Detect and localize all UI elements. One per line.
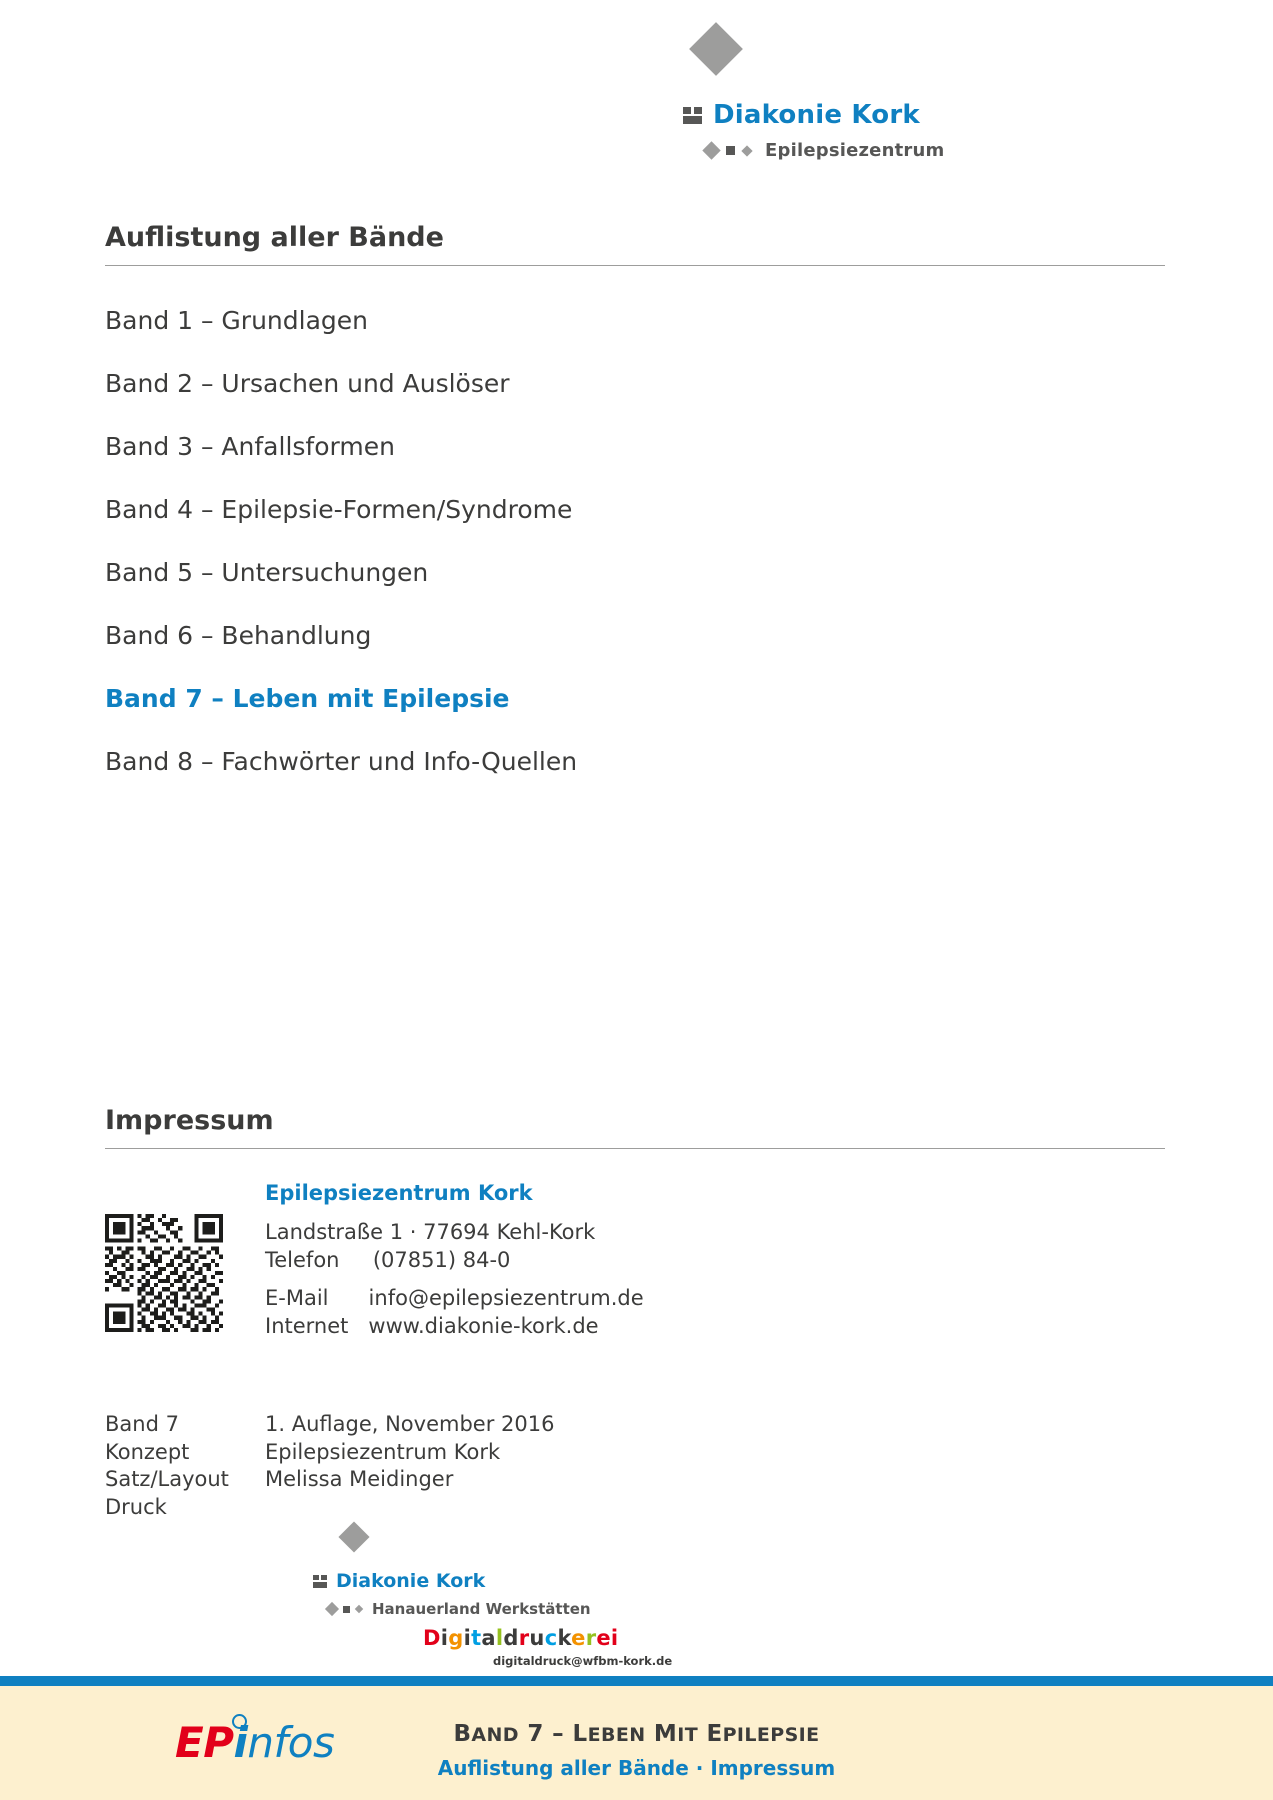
list-item-current: Band 7 – Leben mit Epilepsie	[105, 684, 510, 713]
band-list-section	[105, 222, 1165, 812]
footer-title-epilepsie: PILEPSIE	[722, 1724, 820, 1746]
band-list-title: Auflistung aller Bände	[105, 222, 1165, 266]
list-item: Band 3 – Anfallsformen	[105, 432, 395, 461]
footer-subtitle: Auflistung aller Bände · Impressum	[437, 1756, 836, 1780]
square-small-icon	[726, 146, 735, 155]
credits-label-band: Band 7	[105, 1412, 179, 1436]
spacer	[265, 1275, 644, 1285]
band-list	[105, 308, 1165, 774]
credits-value-auflage: 1. Auflage, November 2016	[265, 1412, 555, 1436]
header-brand-label: Diakonie Kork	[713, 100, 920, 130]
address-line: Landstraße 1 · 77694 Kehl-Kork	[265, 1220, 596, 1244]
phone-line: Telefon (07851) 84-0	[265, 1247, 511, 1272]
footer-title	[0, 1721, 1273, 1747]
credits-value-konzept: Epilepsiezentrum Kork	[265, 1439, 501, 1464]
footer-title-e: E	[698, 1721, 723, 1747]
printer-subbrand-label: Hanauerland Werkstätten	[372, 1600, 591, 1618]
internet-line: Internet www.diakonie-kork.de	[265, 1313, 599, 1338]
list-item: Band 5 – Untersuchungen	[105, 558, 429, 587]
list-item: Band 8 – Fachwörter und Info-Quellen	[105, 747, 578, 776]
footer-title-band: AND	[471, 1724, 519, 1746]
impressum-title: Impressum	[105, 1105, 1165, 1149]
diakonie-mark-icon	[313, 1575, 328, 1588]
footer-title-leben: EBEN	[587, 1724, 646, 1746]
diamond-xsmall-icon	[741, 145, 752, 156]
list-item: Band 6 – Behandlung	[105, 621, 372, 650]
printer-email: digitaldruck@wfbm-kork.de	[493, 1654, 673, 1668]
printer-logo-primary	[313, 1570, 485, 1592]
organisation-name: Epilepsiezentrum Kork	[265, 1181, 533, 1205]
header-logo-secondary	[705, 140, 944, 161]
credits-value-satz: Melissa Meidinger	[265, 1467, 454, 1492]
impressum-section	[105, 1105, 1165, 1668]
list-item: Band 1 – Grundlagen	[105, 306, 369, 335]
diakonie-mark-icon	[683, 107, 703, 124]
list-item: Band 4 – Epilepsie-Formen/Syndrome	[105, 495, 573, 524]
address-block	[265, 1181, 644, 1341]
diamond-small-icon	[325, 1602, 339, 1616]
footer-title-num: 7 –	[518, 1721, 573, 1747]
header-logo	[683, 22, 983, 162]
printer-logo-secondary	[327, 1600, 591, 1618]
footer-title-mit: IT	[677, 1724, 699, 1746]
credits-label-konzept: Konzept	[105, 1439, 190, 1464]
qr-code-icon	[105, 1214, 223, 1332]
epinfos-logo-epi: EP	[175, 1718, 234, 1767]
impressum-body	[105, 1181, 1165, 1668]
header-logo-primary	[683, 100, 920, 130]
email-line: E-Mail info@epilepsiezentrum.de	[265, 1285, 644, 1310]
credits-values	[265, 1411, 554, 1494]
footer-accent-bar	[0, 1676, 1273, 1686]
footer-title-l: L	[572, 1721, 588, 1747]
credits-label-druck: Druck	[105, 1495, 167, 1520]
page-footer	[0, 1676, 1273, 1800]
list-item: Band 2 – Ursachen und Auslöser	[105, 369, 510, 398]
diamond-small-icon	[702, 141, 720, 159]
credits-labels	[105, 1411, 229, 1522]
credits-label-satz: Satz/Layout	[105, 1467, 229, 1492]
printer-brand-label: Diakonie Kork	[336, 1570, 486, 1592]
diamond-icon	[338, 1521, 369, 1552]
diamond-xsmall-icon	[355, 1605, 363, 1613]
digitaldruckerei-wordmark: Digitaldruckerei	[423, 1626, 619, 1650]
epinfos-logo-rest: nfos	[247, 1718, 335, 1767]
square-small-icon	[343, 1606, 350, 1613]
epinfos-logo-i: i	[233, 1718, 248, 1767]
diamond-icon	[689, 22, 743, 76]
footer-title-b: B	[453, 1721, 472, 1747]
header-subbrand-label: Epilepsiezentrum	[765, 140, 945, 161]
footer-title-m: M	[645, 1721, 678, 1747]
